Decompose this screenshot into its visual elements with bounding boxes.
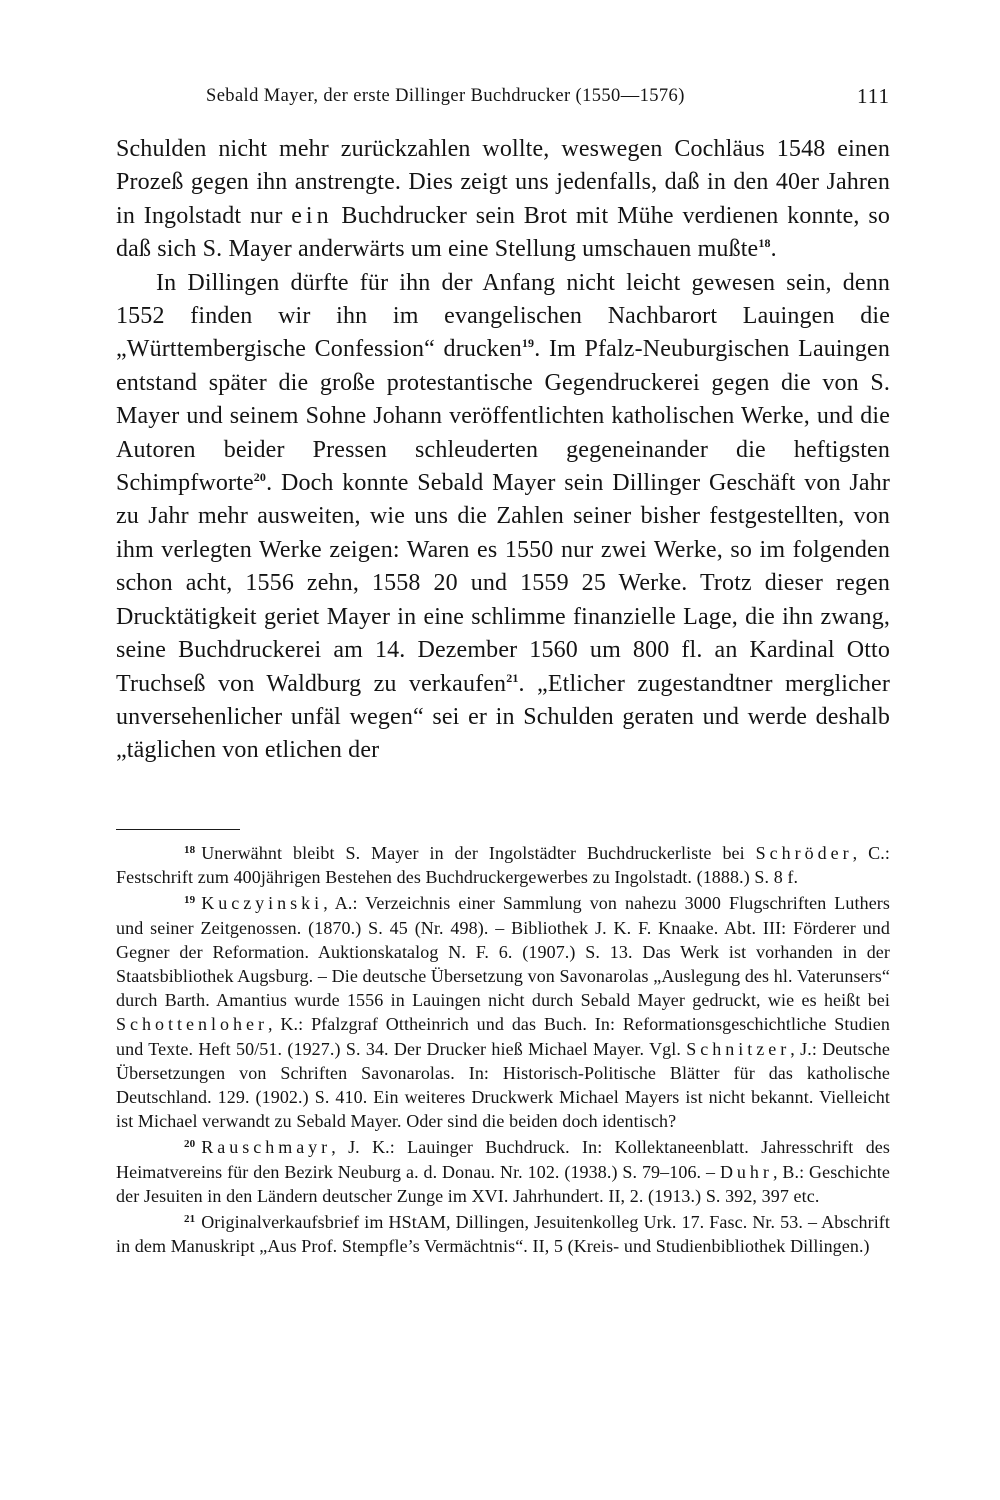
paragraph-2 bbox=[116, 267, 890, 768]
footnotes bbox=[116, 841, 890, 1258]
footnote-18: 18 Unerwähnt bleibt S. Mayer in der Ingolstädter Buchdruckerliste bei Schröder, C.: Festschrift zum 400jährigen Bestehen des Buchdruckergewerbes zu Ingolstadt. (1888.) S. 8 f. bbox=[116, 843, 890, 888]
footnote-ref-21: 21 bbox=[506, 670, 519, 685]
footnote-ref-18: 18 bbox=[758, 236, 771, 251]
footnote-divider bbox=[116, 829, 240, 830]
p1-line-2: einen Prozeß gegen ihn anstrengte. Dies zeigt uns jedenfalls, daß in bbox=[116, 136, 891, 196]
p1-line-4: Mühe verdienen konnte, so daß sich S. Mayer anderwärts um eine bbox=[116, 202, 890, 263]
running-title: Sebald Mayer, der erste Dillinger Buchdrucker (1550—1576) bbox=[206, 86, 685, 106]
main-text bbox=[116, 133, 890, 768]
author-name: Duhr bbox=[719, 1161, 773, 1182]
author-name: Schottenloher bbox=[116, 1014, 268, 1035]
p2-part-4: . „Etlicher zugestandtner merglicher unversehenlicher unfäl wegen“ sei er in Schulden geraten und werde deshalb „täglichen von etlichen der bbox=[116, 670, 890, 764]
p2-part-3: . Doch konnte Sebald Mayer sein Dillinger Geschäft von Jahr zu Jahr mehr ausweiten, wie uns die Zahlen seiner bisher festgestellten, von ihm verlegten Werke zeigen: Waren es 1550 nur zwei Werke, so im folgenden schon acht, 1556 zehn, 1558 20 und 1559 25 Werke. Trotz dieser regen Drucktätigkeit geriet Mayer in eine schlimme finanzielle Lage, die ihn zwang, seine Buchdruckerei am 14. Dezember 1560 um 800 fl. an Kardinal Otto Truchseß von Waldburg zu verkaufen bbox=[116, 470, 890, 697]
footnote-21: 21 Originalverkaufsbrief im HStAM, Dillingen, Jesuitenkolleg Urk. 17. Fasc. Nr. 53. – Abschrift in dem Manuskript „Aus Prof. Stempfle’s Vermächtnis“. II, 5 (Kreis- und Studienbibliothek Dillingen.) bbox=[116, 1212, 890, 1257]
emphasized-word: ein bbox=[291, 202, 333, 229]
footnote-19: 19 Kuczyinski, A.: Verzeichnis einer Sammlung von nahezu 3000 Flugschriften Luthers und seiner Zeitgenossen. (1870.) S. 45 (Nr. 498). – Bibliothek J. K. F. Knaake. Abt. III: Förderer und Gegner der Reformation. Auktionskatalog N. F. 6. (1907.) S. 13. Das Werk ist vorhanden in der Staatsbibliothek Augsburg. – Die deutsche Übersetzung von Savonarolas „Auslegung des hl. Vaterunsers“ durch Barth. Amantius wurde 1556 in Lauingen nicht durch Sebald Mayer gedruckt, wie es heißt bei Schottenloher, K.: Pfalzgraf Ottheinrich und das Buch. In: Reformationsgeschichtliche Studien und Texte. Heft 50/51. (1927.) S. 34. Der Drucker hieß Michael Mayer. Vgl. Schnitzer, J.: Deutsche Übersetzungen von Schriften Savonarolas. In: Historisch-Politische Blätter für das katholische Deutschland. 129. (1902.) S. 410. Ein weiteres Druckwerk Michael Mayers ist nicht bekannt. Vielleicht ist Michael verwandt zu Sebald Mayer. Oder sind die beiden doch identisch? bbox=[116, 893, 890, 1132]
footnote-text: , J.: Deutsche Übersetzungen von Schriften Savonarolas. In: Historisch-Politische Blätter für das katholische Deutschland. 129. (1902.) S. 410. Ein weiteres Druckwerk Michael Mayers ist nicht bekannt. Vielleicht ist Michael verwandt zu Sebald Mayer. Oder sind die beiden doch identisch? bbox=[116, 1038, 890, 1132]
p1-line-1: Schulden nicht mehr zurückzahlen wollte, weswegen Cochläus 1548 bbox=[116, 136, 826, 162]
footnote-text: , K.: Pfalzgraf Ottheinrich und das Buch. In: Reformationsgeschichtliche Studien und Texte. Heft 50/51. (1927.) S. 34. Der Drucker hieß Michael Mayer. Vgl. bbox=[116, 1014, 890, 1059]
footnote-text: Unerwähnt bleibt S. Mayer in der Ingolstädter Buchdruckerliste bei bbox=[201, 843, 745, 863]
p2-part-2: . Im Pfalz-Neuburgischen Lauingen entstand später die große protestantische Gegendruckerei gegen die von S. Mayer und seinem Sohne Johann veröffentlichten katholischen Werke, und die Autoren beider Pressen schleuderten gegeneinander die heftigsten Schimpfworte bbox=[116, 336, 890, 497]
footnote-text: , J. K.: Lauinger Buchdruck. In: Kollektaneenblatt. Jahresschrift des Heimatvereins für den Bezirk Neuburg a. d. Donau. Nr. 102. (1938.) S. 79–106. – bbox=[116, 1137, 890, 1182]
author-name: Schnitzer bbox=[686, 1038, 791, 1059]
page-number: 111 bbox=[857, 84, 890, 108]
paragraph-1 bbox=[116, 133, 890, 267]
author-name: Kuczyinski bbox=[201, 893, 324, 914]
footnote-ref-19: 19 bbox=[521, 336, 535, 351]
running-header bbox=[118, 86, 890, 112]
p1-line-5: Stellung umschauen mußte bbox=[494, 236, 759, 263]
footnote-text: , B.: Geschichte der Jesuiten in den Ländern deutscher Zunge im XVI. Jahrhundert. II, 2. (1913.) S. 392, 397 etc. bbox=[116, 1161, 890, 1206]
footnote-text: Originalverkaufsbrief im HStAM, Dillingen, Jesuitenkolleg Urk. 17. Fasc. Nr. 53. – Abschrift in dem Manuskript „Aus Prof. Stempfle’s Vermächtnis“. II, 5 (Kreis- und Studienbibliothek Dillingen.) bbox=[116, 1212, 890, 1257]
p1-end: . bbox=[770, 236, 777, 263]
author-name: Schröder bbox=[755, 843, 853, 863]
footnote-ref-20: 20 bbox=[253, 470, 267, 485]
footnote-20: 20 Rauschmayr, J. K.: Lauinger Buchdruck. In: Kollektaneenblatt. Jahresschrift des Heimatvereins für den Bezirk Neuburg a. d. Donau. Nr. 102. (1938.) S. 79–106. – Duhr, B.: Geschichte der Jesuiten in den Ländern deutscher Zunge im XVI. Jahrhundert. II, 2. (1913.) S. 392, 397 etc. bbox=[116, 1137, 890, 1206]
footnote-text: , A.: Verzeichnis einer Sammlung von nahezu 3000 Flugschriften Luthers und seiner Zeitgenossen. (1870.) S. 45 (Nr. 498). – Bibliothek J. K. F. Knaake. Abt. III: Förderer und Gegner der Reformation. Auktionskatalog N. F. 6. (1907.) S. 13. Das Werk ist vorhanden in der Staatsbibliothek Augsburg. – Die deutsche Übersetzung von Savonarolas „Auslegung des hl. Vaterunsers“ durch Barth. Amantius wurde 1556 in Lauingen nicht durch Sebald Mayer gedruckt, wie es heißt bei bbox=[116, 893, 890, 1011]
p2-part-1: In Dillingen dürfte für ihn der Anfang nicht leicht gewesen sein, denn 1552 finden wir ihn im evangelischen Nachbarort Lauingen die „Württembergische Confession“ drucken bbox=[116, 269, 890, 363]
footnote-text: , C.: Festschrift zum 400jährigen Bestehen des Buchdruckergewerbes zu Ingolstadt. (1888.) S. 8 f. bbox=[116, 843, 890, 888]
author-name: Rauschmayr bbox=[201, 1137, 332, 1158]
p1-line-3a: den 40er Jahren in Ingolstadt nur bbox=[116, 169, 890, 229]
p1-line-3b: Buchdrucker sein Brot mit bbox=[341, 202, 609, 229]
